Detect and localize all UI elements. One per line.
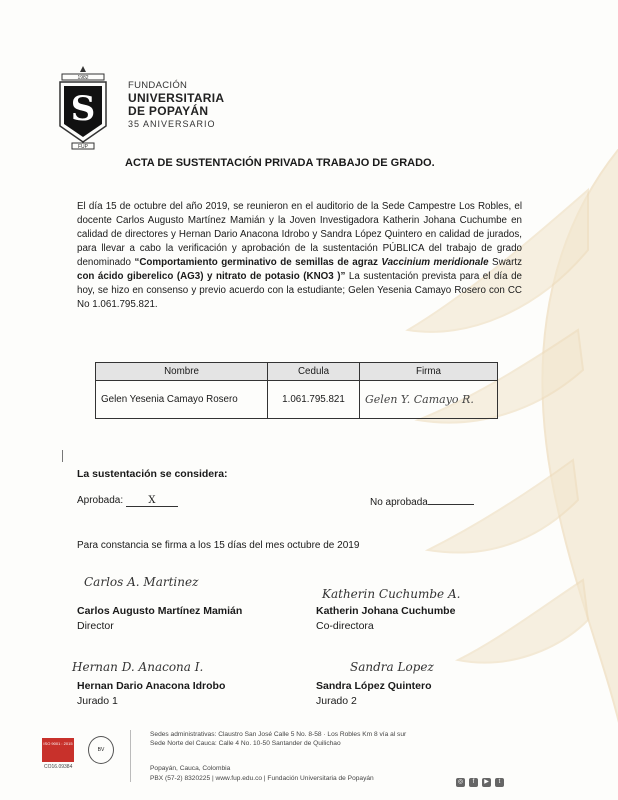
footer-norte <box>150 739 341 748</box>
footer-sedes <box>150 730 406 739</box>
norte-text: Calle 4 No. 10-50 Santander de Quilichao <box>218 740 341 747</box>
iso-cert-badge: ISO 9001 : 2015 <box>42 738 74 762</box>
footer-contact: PBX (57-2) 8320225 | www.fup.edu.co | Fundación Universitaria de Popayán <box>150 775 374 782</box>
document-title: ACTA DE SUSTENTACIÓN PRIVADA TRABAJO DE GRADO. <box>125 157 435 169</box>
constancia-text: Para constancia se firma a los 15 días del mes octubre de 2019 <box>77 540 360 551</box>
header-firma: Firma <box>360 363 498 381</box>
logo-glyph: S <box>70 89 96 129</box>
header-nombre: Nombre <box>96 363 268 381</box>
jurado1-role: Jurado 1 <box>77 695 118 707</box>
no-aprobada-label: No aprobada <box>370 497 428 508</box>
codirector-name: Katherin Johana Cuchumbe <box>316 605 456 617</box>
aprobada-mark: X <box>126 495 178 507</box>
para-text-1: El día 15 de octubre del año 2019, se reunieron en el auditorio de la Sede Campestre Los Robles, el docente Carlos Augusto Martínez Mamián y la Joven Investigadora Katherin Johana Cuchumbe en calidad de directores y Hernan Dario Anacona Idrobo y Sandra López Quintero en calidad de jurados, para llevar a cabo la verificación y aprobación de la sustentación PÚBLICA del trabajo de grado denominado <box>77 201 522 268</box>
director-role: Director <box>77 620 114 632</box>
cell-name: Gelen Yesenia Camayo Rosero <box>96 381 268 419</box>
institution-line3: DE POPAYÁN <box>128 104 209 118</box>
cell-signature: Gelen Y. Camayo R. <box>360 381 498 419</box>
certification-seal-icon: BV <box>88 736 114 764</box>
codirector-signature: Katherin Cuchumbe A. <box>322 587 461 601</box>
fup-logo-icon <box>52 64 114 150</box>
table-header-row <box>96 363 498 381</box>
aprobada-line <box>77 495 178 507</box>
institution-anniversary: 35 ANIVERSARIO <box>128 119 216 129</box>
logo-year: 1982 <box>77 75 89 81</box>
logo-acronym: FUP <box>78 144 88 150</box>
sedes-text: Claustro San José Calle 5 No. 8-58 · Los Robles Km 8 vía al sur <box>218 731 407 738</box>
aprobada-label: Aprobada: <box>77 495 124 506</box>
para-text-2: Swartz <box>488 257 522 268</box>
footer <box>0 708 618 800</box>
table-row <box>96 381 498 419</box>
instagram-icon[interactable]: ◎ <box>457 779 464 785</box>
codirector-role: Co-directora <box>316 620 374 632</box>
para-bold-2: con ácido giberelico (AG3) y nitrato de potasio (KNO3 )” <box>77 271 346 282</box>
institution-name <box>128 79 224 131</box>
margin-mark <box>62 450 63 462</box>
jurado1-signature: Hernan D. Anacona I. <box>72 660 204 674</box>
no-aprobada-line <box>370 495 474 508</box>
student-table <box>95 362 498 419</box>
no-aprobada-blank <box>428 495 474 505</box>
institution-line2: UNIVERSITARIA <box>128 91 225 105</box>
institution-line1: FUNDACIÓN <box>128 80 188 91</box>
body-paragraph <box>77 200 522 312</box>
facebook-icon[interactable]: f <box>469 778 478 787</box>
jurado2-role: Jurado 2 <box>316 695 357 707</box>
norte-label: Sede Norte del Cauca: <box>150 740 217 747</box>
director-name: Carlos Augusto Martínez Mamián <box>77 605 243 617</box>
sedes-label: Sedes administrativas: <box>150 731 217 738</box>
jurado1-name: Hernan Dario Anacona Idrobo <box>77 680 226 692</box>
footer-divider <box>130 730 131 782</box>
footer-city: Popayán, Cauca, Colombia <box>150 765 231 772</box>
para-italic-species: Vaccinium meridionale <box>381 257 489 268</box>
director-signature: Carlos A. Martinez <box>84 575 199 589</box>
considera-heading: La sustentación se considera: <box>77 468 228 480</box>
cell-cedula: 1.061.795.821 <box>268 381 360 419</box>
jurado2-name: Sandra López Quintero <box>316 680 432 692</box>
cert-code: CO16.09384 <box>44 764 73 770</box>
header-cedula: Cedula <box>268 363 360 381</box>
youtube-icon[interactable]: ▶ <box>482 778 491 787</box>
social-icons <box>456 778 504 787</box>
para-bold-1: “Comportamiento germinativo de semillas de agraz <box>134 257 382 268</box>
jurado2-signature: Sandra Lopez <box>350 660 434 674</box>
para-text-3: La sustentación prevista para el día de hoy, se hizo en consenso y previo acuerdo con la estudiante; Gelen Yesenia Camayo Rosero con CC No 1.061.795.821. <box>77 271 522 310</box>
twitter-icon[interactable]: t <box>495 778 504 787</box>
